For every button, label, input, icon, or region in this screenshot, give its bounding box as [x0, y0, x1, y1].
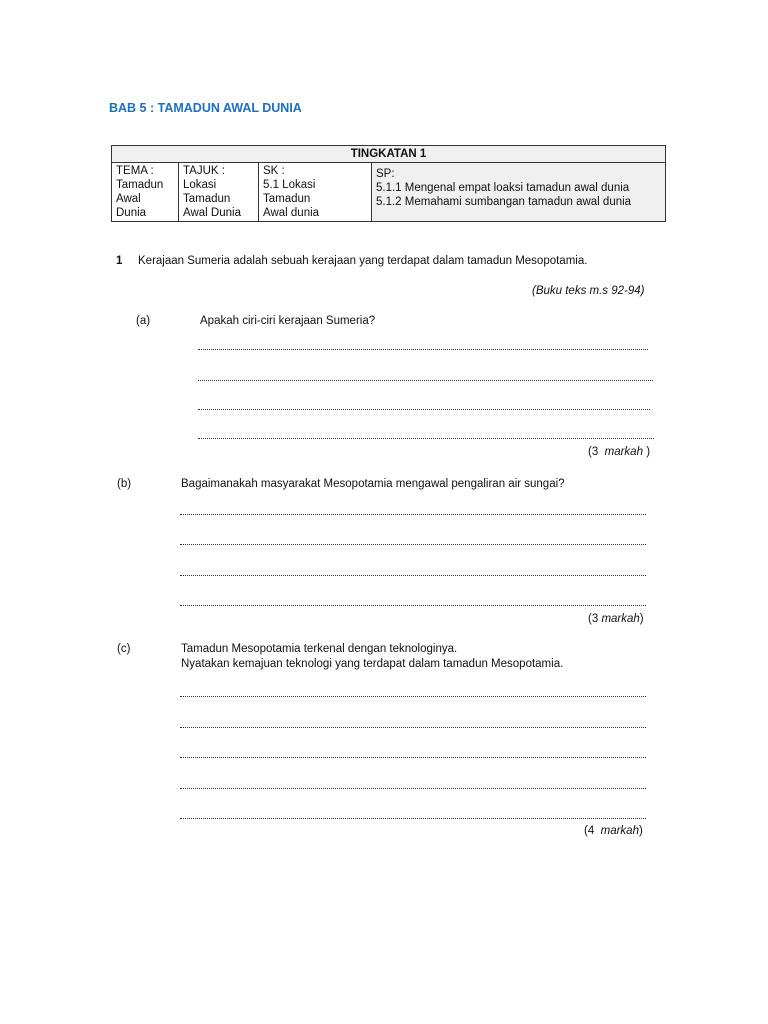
- marks-close: ): [639, 613, 644, 625]
- sp-label: SP:: [376, 168, 395, 180]
- part-c-marks: [584, 825, 643, 837]
- sk-line: Tamadun: [263, 193, 311, 205]
- answer-line-c4[interactable]: [180, 788, 646, 789]
- sp-line: 5.1.1 Mengenal empat loaksi tamadun awal dunia: [376, 182, 630, 194]
- tema-line: Awal: [116, 193, 141, 205]
- tajuk-line: Lokasi: [183, 179, 217, 191]
- sp-cell: [372, 163, 666, 222]
- marks-number: (3: [588, 613, 599, 625]
- marks-close: ): [638, 825, 643, 837]
- sk-line: 5.1 Lokasi: [263, 179, 316, 191]
- part-b-question: Bagaimanakah masyarakat Mesopotamia mengawal pengaliran air sungai?: [181, 478, 565, 490]
- marks-word: markah: [600, 825, 639, 837]
- sp-line: 5.1.2 Memahami sumbangan tamadun awal dunia: [376, 196, 632, 208]
- answer-line-b2[interactable]: [180, 544, 646, 545]
- marks-number: (3: [588, 446, 599, 458]
- answer-line-c5[interactable]: [180, 818, 646, 819]
- answer-line-c3[interactable]: [180, 757, 646, 758]
- tajuk-line: Tamadun: [183, 193, 231, 205]
- answer-line-c1[interactable]: [180, 696, 646, 697]
- answer-line-a3[interactable]: [198, 409, 650, 410]
- tema-line: Tamadun: [116, 179, 164, 191]
- sk-cell: [259, 163, 372, 222]
- tajuk-line: Awal Dunia: [183, 207, 241, 219]
- part-a-marks: [588, 446, 650, 458]
- question-text: Kerajaan Sumeria adalah sebuah kerajaan yang terdapat dalam tamadun Mesopotamia.: [138, 255, 588, 267]
- part-a-question: Apakah ciri-ciri kerajaan Sumeria?: [200, 315, 376, 327]
- marks-word: markah: [601, 613, 640, 625]
- info-table: [111, 145, 666, 222]
- tema-line: Dunia: [116, 207, 147, 219]
- sk-label: SK :: [263, 165, 285, 177]
- part-b-marks: [588, 613, 644, 625]
- part-b-label: (b): [117, 478, 132, 490]
- answer-line-c2[interactable]: [180, 727, 646, 728]
- part-c-statement: Tamadun Mesopotamia terkenal dengan teknologinya.: [181, 643, 458, 655]
- tema-cell: [112, 163, 179, 222]
- table-header: TINGKATAN 1: [112, 146, 666, 163]
- question-number: 1: [116, 255, 123, 267]
- tema-label: TEMA :: [116, 165, 154, 177]
- tajuk-label: TAJUK :: [183, 165, 225, 177]
- tajuk-cell: [179, 163, 259, 222]
- answer-line-a2[interactable]: [198, 380, 653, 381]
- part-a-label: (a): [136, 315, 151, 327]
- answer-line-b4[interactable]: [180, 605, 646, 606]
- part-c-question: Nyatakan kemajuan teknologi yang terdapat dalam tamadun Mesopotamia.: [181, 658, 564, 670]
- answer-line-b1[interactable]: [180, 514, 646, 515]
- marks-close: ): [646, 446, 651, 458]
- textbook-reference: (Buku teks m.s 92-94): [532, 285, 645, 297]
- answer-line-a1[interactable]: [198, 349, 648, 350]
- answer-line-a4[interactable]: [198, 438, 654, 439]
- chapter-heading: BAB 5 : TAMADUN AWAL DUNIA: [109, 101, 302, 115]
- answer-line-b3[interactable]: [180, 575, 646, 576]
- marks-word: markah: [604, 446, 643, 458]
- sk-line: Awal dunia: [263, 207, 320, 219]
- marks-number: (4: [584, 825, 595, 837]
- part-c-label: (c): [117, 643, 131, 655]
